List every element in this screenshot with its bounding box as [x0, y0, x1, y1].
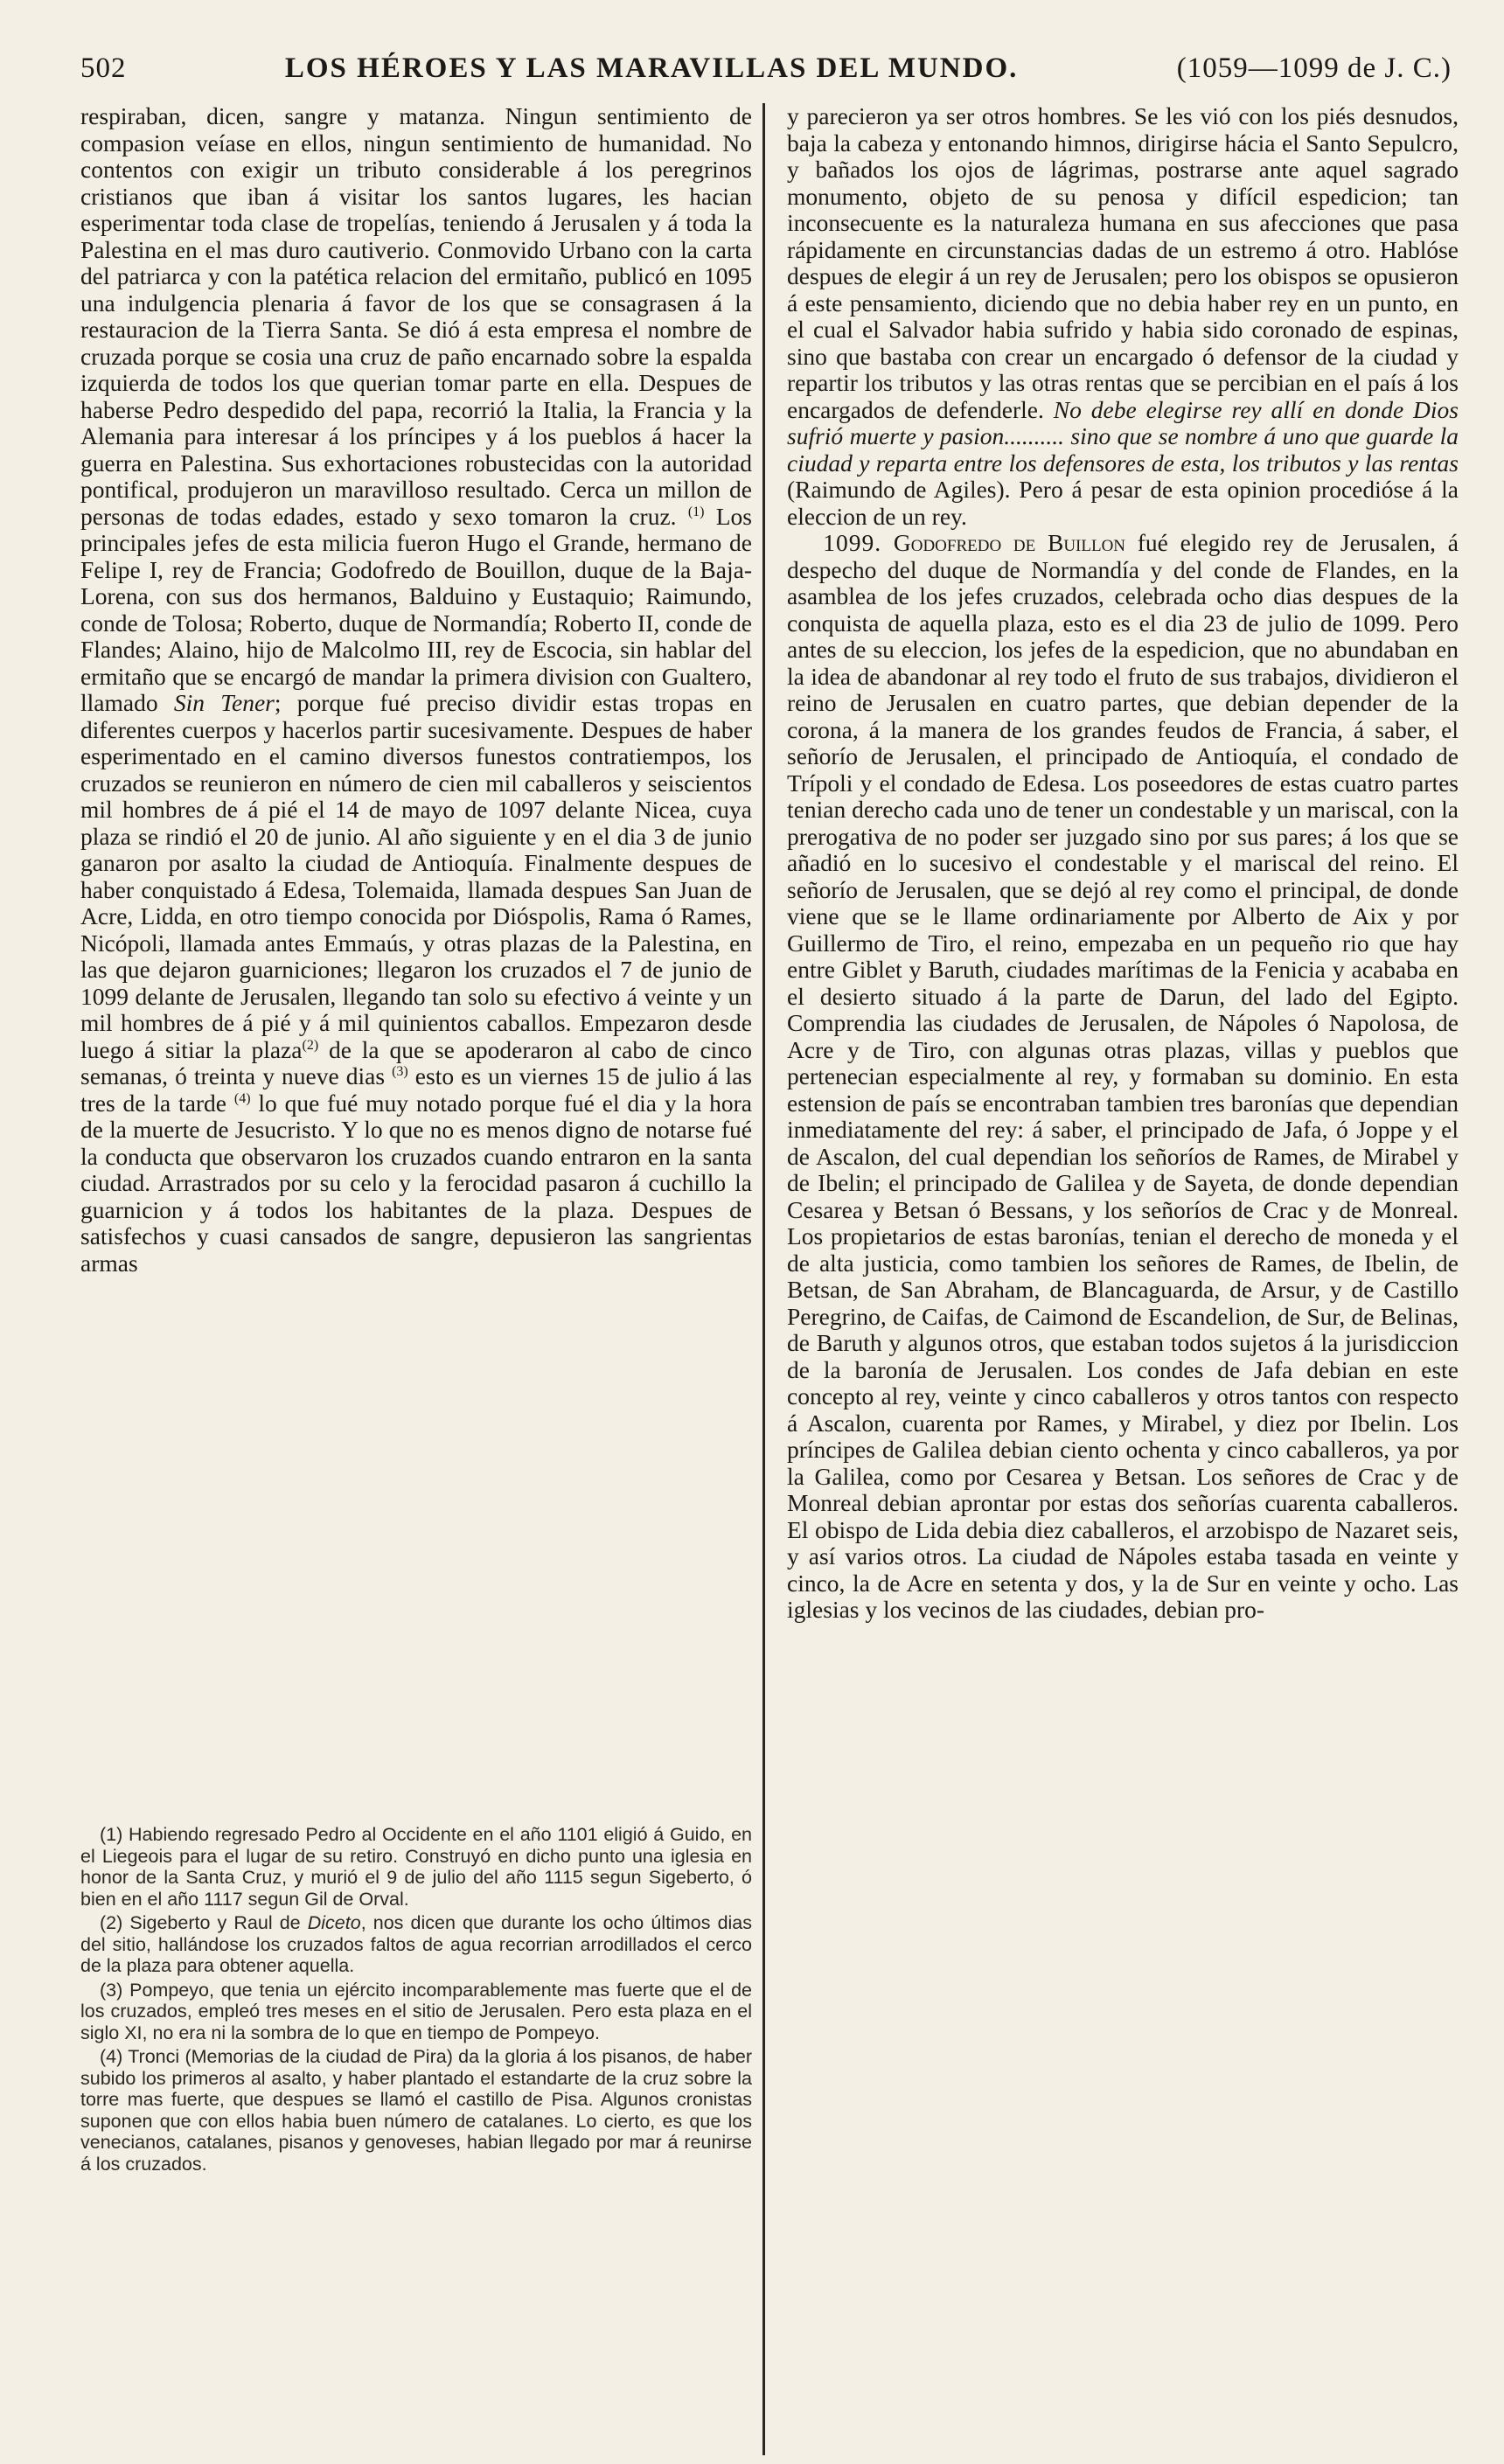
footnote-1: (1) Habiendo regresado Pedro al Occidente en el año 1101 eligió á Guido, en el Liegeois para el lugar de su retiro. Construyó en dicho punto una iglesia en honor de la Santa Cruz, y murió el 9 de julio del año 1115 segun Sigeberto, ó bien en el año 1117 segun Gil de Orval. — [80, 1824, 752, 1910]
text-run: Los principales jefes de esta milicia fueron Hugo el Grande, hermano de Felipe I, rey de Francia; Godofredo de Bouillon, duque de la Baja-Lorena, con sus dos hermanos, Balduino y Eustaquio; Raimundo, conde de Tolosa; Roberto, duque de Normandía; Roberto II, conde de Flandes; Alaino, hijo de Malcolmo III, rey de Escocia, sin hablar del ermitaño que se encargó de mandar la primera division con Gualtero, llamado — [80, 502, 752, 716]
footnote-4: (4) Tronci (Memorias de la ciudad de Pira) da la gloria á los pisanos, de haber subido los primeros al asalto, y haber plantado el estandarte de la cruz sobre la torre mas fuerte, que despues se llamó el castillo de Pisa. Algunos cronistas suponen que con ellos habia buen número de catalanes. Lo cierto, es que los venecianos, catalanes, pisanos y genoveses, habian llegado por mar á reunirse á los cruzados. — [80, 2046, 752, 2175]
year-heading: 1099. — [823, 529, 882, 556]
quotation: No debe elegirse rey allí en donde Dios sufrió muerte y pasion.......... sino que se nombre á uno que guarde la ciudad y reparta entre los defensores de esta, los tributos y las rentas — [787, 395, 1459, 477]
text-run: fué elegido rey de Jerusalen, á despecho del duque de Normandía y del conde de Flandes, en la asamblea de los jefes cruzados, celebrada ocho dias despues de la conquista de aquella plaza, esto es el dia 23 de julio de 1099. Pero antes de su eleccion, los jefes de la espedicion, que no abundaban en la idea de abandonar al rey todo el fruto de sus trabajos, dividieron el reino de Jerusalen en cuatro partes, que debian depender de la corona, á la manera de los grandes feudos de Francia, á saber, el señorío de Jerusalen, el principado de Antioquía, el condado de Trípoli y el condado de Edesa. Los poseedores de estas cuatro partes tenian derecho cada uno de tener un condestable y un mariscal, con la prerogativa de no poder ser juzgado sino por sus pares; á los que se añadió en lo sucesivo el condestable y el mariscal del reino. El señorío de Jerusalen, que se dejó al rey como el principal, de donde viene que se le llame ordinariamente por Alberto de Aix y por Guillermo de Tiro, el reino, empezaba en un pequeño rio que hay entre Giblet y Baruth, ciudades marítimas de la Fenicia y acababa en el desierto situado á la parte de Darun, del lado del Egipto. Comprendia las ciudades de Jerusalen, de Nápoles ó Napolosa, de Acre y de Tiro, con algunas otras plazas, villas y pueblos que pertenecian especialmente al rey, y formaban su dominio. En esta estension de país se encontraban tambien tres baronías que dependian inmediatamente del rey: á saber, el principado de Jafa, ó Joppe y el de Ascalon, del cual dependian los señoríos de Rames, de Mirabel y de Ibelin; el principado de Galilea y de Sayeta, de donde dependian Cesarea y Betsan ó Bessans, y los señoríos de Crac y de Monreal. Los propietarios de estas baronías, tenian el derecho de moneda y el de alta justicia, como tambien los señores de Rames, de Ibelin, de Betsan, de San Abraham, de Blancaguarda, de Arsur, y de Castillo Peregrino, de Caifas, de Caimond de Escandelion, de Sur, de Belinas, de Baruth y algunos otros, que estaban todos sujetos á la jurisdiccion de la baronía de Jerusalen. Los condes de Jafa debian en este concepto al rey, veinte y cinco caballeros y otros tantos con respecto á Ascalon, cuarenta por Rames, y Mirabel, y diez por Ibelin. Los príncipes de Galilea debian ciento ochenta y cinco caballeros, ya por la Galilea, como por Cesarea y Betsan. Los señores de Crac y de Monreal debian aprontar por estas dos señorías cuarenta caballeros. El obispo de Lida debia diez caballeros, el arzobispo de Nazaret seis, y así varios otros. La ciudad de Nápoles estaba tasada en veinte y cinco, la de Acre en setenta y dos, y la de Sur en veinte y ocho. Las iglesias y los vecinos de las ciudades, debian pro- — [787, 529, 1459, 1623]
footnote-3: (3) Pompeyo, que tenia un ejército incomparablemente mas fuerte que el de los cruzados, empleó tres meses en el sitio de Jerusalen. Pero esta plaza en el siglo XI, no era ni la sombra de lo que en tiempo de Pompeyo. — [80, 1979, 752, 2043]
text-run: ; porque fué preciso dividir estas tropas en diferentes cuerpos y hacerlos partir sucesivamente. Despues de haber esperimentado en el camino diversos funestos contratiempos, los cruzados se reunieron en número de cien mil caballeros y seiscientos mil hombres de á pié el 14 de mayo de 1097 delante Nicea, cuya plaza se rindió el 20 de junio. Al año siguiente y en el dia 3 de junio ganaron por asalto la ciudad de Antioquía. Finalmente despues de haber conquistado á Edesa, Tolemaida, llamada despues San Juan de Acre, Lidda, en otro tiempo conocida por Dióspolis, Rama ó Rames, Nicópoli, llamada antes Emmaús, y otras plazas de la Palestina, en las que dejaron guarniciones; llegaron los cruzados el 7 de junio de 1099 delante de Jerusalen, llegando tan solo su efectivo á veinte y un mil hombres de á pié y á mil quinientos caballos. Empezaron desde luego á sitiar la plaza — [80, 689, 752, 1063]
text-run: de la que se apoderaron al cabo de cinco semanas, ó treinta y nueve dias — [80, 1035, 752, 1089]
italic-name: Diceto — [307, 1912, 361, 1933]
footnotes — [80, 1824, 752, 2454]
footnote-2 — [80, 1912, 752, 1977]
text-run: , nos dicen que durante los ocho últimos dias del sitio, hallándose los cruzados faltos de agua recorrian arrodillados el cerco de la plaza para obtener aquella. — [80, 1912, 753, 1976]
text-run: y parecieron ya ser otros hombres. Se les vió con los piés desnudos, baja la cabeza y entonando himnos, dirigirse hácia el Santo Sepulcro, y bañados los ojos de lágrimas, postrarse ante aquel sagrado monumento, objeto de su penosa y difícil espedicion; tan inconsecuente es la naturaleza humana en sus afecciones que pasa rápidamente en circunstancias dadas de un estremo á otro. Hablóse despues de elegir á un rey de Jerusalen; pero los obispos se opusieron á este pensamiento, diciendo que no debia haber rey en un punto, en el cual el Salvador habia sufrido y habia sido coronado de espinas, sino que bastaba con crear un encargado ó defensor de la ciudad y repartir los tributos y las otras rentas que se percibian en el país á los encargados de defenderle. — [787, 102, 1459, 423]
page-number: 502 — [80, 52, 127, 84]
right-paragraph — [787, 530, 1459, 1624]
footnote-ref: (4) — [233, 1090, 251, 1106]
left-column — [80, 103, 752, 1791]
left-paragraph — [80, 103, 752, 1277]
italic-name: Sin Tener — [173, 689, 275, 716]
column-divider — [762, 103, 765, 2455]
footnote-ref: (3) — [392, 1063, 408, 1079]
footnote-ref: (2) — [302, 1037, 319, 1053]
date-range: (1059—1099 de J. C.) — [1176, 52, 1452, 84]
running-title: LOS HÉROES Y LAS MARAVILLAS DEL MUNDO. — [284, 52, 1019, 84]
right-column — [787, 103, 1459, 2455]
text-run: esto es un viernes 15 de julio á las tres de la tarde — [80, 1062, 753, 1117]
text-run: lo que fué muy notado porque fué el dia y la hora de la muerte de Jesucristo. Y lo que no es menos digno de notarse fué la conducta que observaron los cruzados cuando entraron en la santa ciudad. Arrastrados por su celo y la ferocidad pasaron á cuchillo la guarnicion y á todos los habitantes de la plaza. Despues de satisfechos y cuasi cansados de sangre, depusieron las sangrientas armas — [80, 1089, 753, 1277]
text-run: (2) Sigeberto y Raul de — [100, 1912, 308, 1933]
page-header — [80, 52, 1452, 94]
text-run: (Raimundo de Agiles). Pero á pesar de esta opinion procedióse á la eleccion de un rey. — [787, 476, 1459, 530]
footnote-ref: (1) — [687, 504, 705, 519]
text-run: respiraban, dicen, sangre y matanza. Ningun sentimiento de compasion veíase en ellos, ningun sentimiento de humanidad. No contentos con exigir un tributo considerable á los peregrinos cristianos que iban á visitar los santos lugares, les hacian esperimentar toda clase de tropelías, teniendo á Jerusalen y á toda la Palestina en el mas duro cautiverio. Conmovido Urbano con la carta del patriarca y con la patética relacion del ermitaño, publicó en 1095 una indulgencia plenaria á favor de los que se consagrasen á la restauracion de la Tierra Santa. Se dió á esta empresa el nombre de cruzada porque se cosia una cruz de paño encarnado sobre la espalda izquierda de todos los que querian tomar parte en ella. Despues de haberse Pedro despedido del papa, recorrió la Italia, la Francia y la Alemania para interesar á los príncipes y á los pueblos á hacer la guerra en Palestina. Sus exhortaciones robustecidas con la autoridad pontifical, produjeron un maravilloso resultado. Cerca un millon de personas de todas edades, estado y sexo tomaron la cruz. — [80, 102, 752, 530]
right-paragraph — [787, 103, 1459, 530]
person-name: Godofredo de Buillon — [893, 529, 1126, 556]
footnote-separator — [80, 1806, 752, 1807]
